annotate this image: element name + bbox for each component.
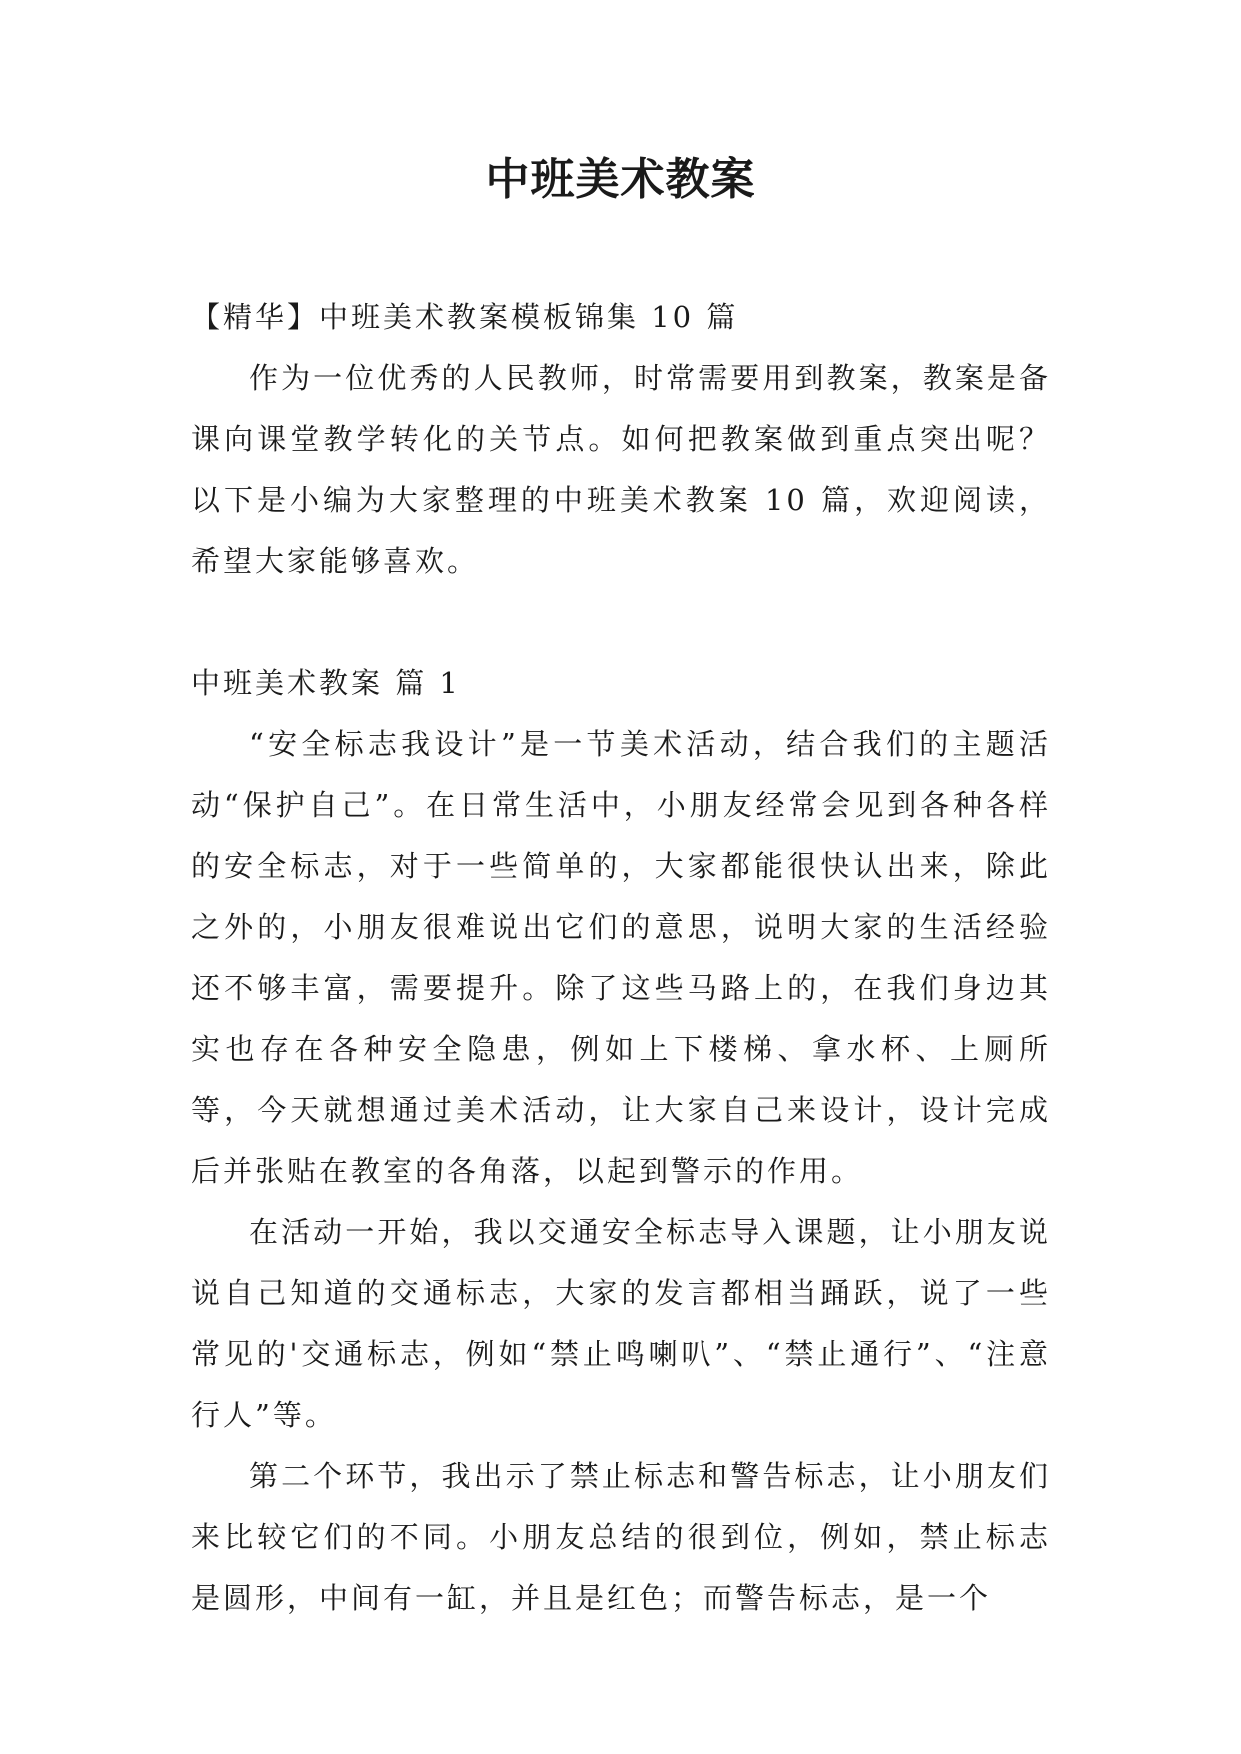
body-paragraph-1: “安全标志我设计”是一节美术活动，结合我们的主题活动“保护自己”。在日常生活中，小朋友经常会见到各种各样的安全标志，对于一些简单的，大家都能很快认出来，除此之外的，小朋友很难说出它们的意思，说明大家的生活经验还不够丰富，需要提升。除了这些马路上的，在我们身边其实也存在各种安全隐患，例如上下楼梯、拿水杯、上厕所等，今天就想通过美术活动，让大家自己来设计，设计完成后并张贴在教室的各角落，以起到警示的作用。 [191,727,1051,1188]
body-paragraph-3: 第二个环节，我出示了禁止标志和警告标志，让小朋友们来比较它们的不同。小朋友总结的很到位，例如，禁止标志是圆形，中间有一缸，并且是红色；而警告标志，是一个 [191,1459,1051,1615]
document-title: 中班美术教案 [485,154,756,205]
intro-paragraph: 作为一位优秀的人民教师，时常需要用到教案，教案是备课向课堂教学转化的关节点。如何把教案做到重点突出呢？以下是小编为大家整理的中班美术教案 10 篇，欢迎阅读，希望大家能够喜欢。 [191,361,1051,578]
body-paragraph-2: 在活动一开始，我以交通安全标志导入课题，让小朋友说说自己知道的交通标志，大家的发言都相当踊跃，说了一些常见的'交通标志，例如“禁止鸣喇叭”、“禁止通行”、“注意行人”等。 [191,1215,1051,1432]
section-spacer [191,592,1051,653]
document-body [191,287,1051,1629]
intro-heading: 【精华】中班美术教案模板锦集 10 篇 [191,300,739,334]
section-heading: 中班美术教案 篇 1 [191,666,461,700]
